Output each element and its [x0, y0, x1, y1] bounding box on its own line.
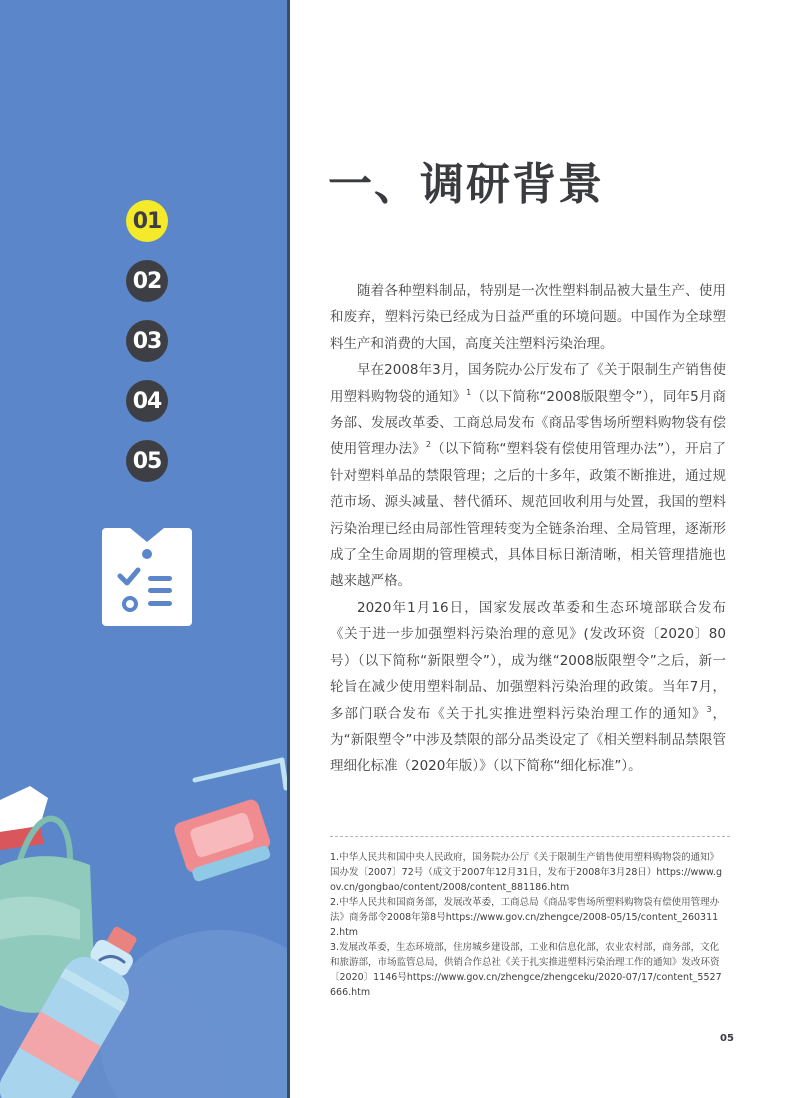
footnote-1: 1.中华人民共和国中央人民政府，国务院办公厅《关于限制生产销售使用塑料购物袋的通知》国办发〔2007〕72号（成文于2007年12月31日，发布于2008年3月28日）https://www.gov.cn/gongbao/content/2008/content_881186.htm — [330, 852, 722, 893]
footnote-ref-3[interactable]: 3 — [706, 704, 712, 714]
chapter-badge-01[interactable]: 01 — [126, 200, 168, 242]
sidebar-divider — [287, 0, 290, 1098]
chapter-badge-05[interactable]: 05 — [126, 440, 168, 482]
plastic-waste-illustration — [0, 740, 287, 1098]
footnotes — [330, 850, 726, 1000]
paragraph-2: 早在2008年3月，国务院办公厅发布了《关于限制生产销售使用塑料购物袋的通知》$^1$（以下简称“2008版限塑令”），同年5月商务部、发展改革委、工商总局发布《商品零售场所塑料购物袋有偿使用管理办法》$^2$（以下简称“塑料袋有偿使用管理办法”），开启了针对塑料单品的禁限管理；之后的十多年，政策不断推进，通过规范市场、源头减量、替代循环、规范回收利用与处置，我国的塑料污染治理已经由局部性管理转变为全链条治理、全局管理，逐渐形成了全生命周期的管理模式，具体目标日渐清晰，相关管理措施也越来越严格。 — [330, 362, 727, 590]
footnote-divider — [330, 836, 730, 837]
footnote-ref-2[interactable]: 2 — [425, 440, 431, 450]
chapter-nav — [126, 200, 170, 500]
paragraph-1: 随着各种塑料制品，特别是一次性塑料制品被大量生产、使用和废弃，塑料污染已经成为日益严重的环境问题。中国作为全球塑料生产和消费的大国，高度关注塑料污染治理。 — [330, 283, 726, 352]
footnote-3: 3.发展改革委，生态环境部，住房城乡建设部，工业和信息化部，农业农村部，商务部，文化和旅游部，市场监管总局，供销合作总社《关于扎实推进塑料污染治理工作的通知》发改环资〔2020〕1146号https://www.gov.cn/zhengce/zhengceku/2020-07/17/content_5527666.htm — [330, 942, 722, 998]
clipboard-checklist-icon — [100, 524, 194, 628]
page-number: 05 — [720, 1033, 734, 1044]
footnote-2: 2.中华人民共和国商务部，发展改革委，工商总局《商品零售场所塑料购物袋有偿使用管理办法》商务部令2008年第8号https://www.gov.cn/zhengce/2008-05/15/content_2603112.htm — [330, 897, 720, 938]
chapter-badge-03[interactable]: 03 — [126, 320, 168, 362]
footnote-ref-1[interactable]: 1 — [466, 387, 472, 397]
page-title: 一、调研背景 — [328, 159, 604, 210]
chapter-badge-02[interactable]: 02 — [126, 260, 168, 302]
sidebar-panel — [0, 0, 287, 1098]
body-text — [330, 278, 726, 780]
paragraph-3: 2020年1月16日，国家发展改革委和生态环境部联合发布《关于进一步加强塑料污染治理的意见》(发改环资〔2020〕80号）（以下简称“新限塑令”），成为继“2008版限塑令”之后，新一轮旨在减少使用塑料制品、加强塑料污染治理的政策。当年7月，多部门联合发布《关于扎实推进塑料污染治理工作的通知》$^3$，为“新限塑令”中涉及禁限的部分品类设定了《相关塑料制品禁限管理细化标准（2020年版）》（以下简称“细化标准”）。 — [330, 599, 727, 775]
chapter-badge-04[interactable]: 04 — [126, 380, 168, 422]
